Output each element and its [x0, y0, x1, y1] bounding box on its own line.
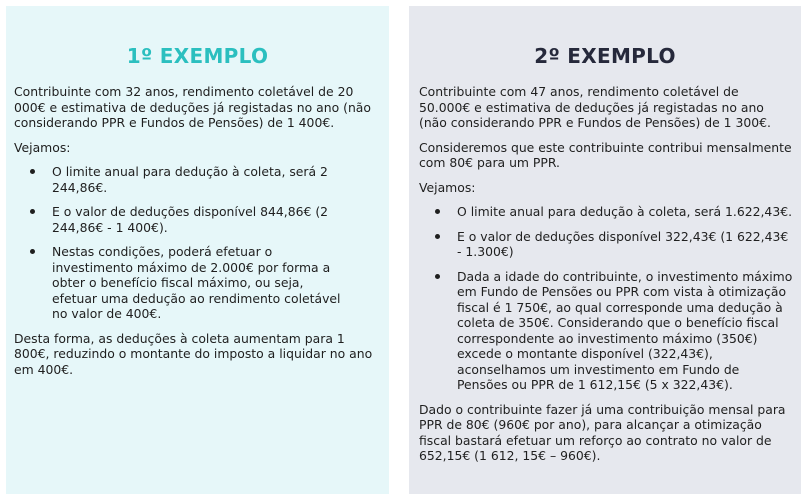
- example-2-conclusion: Dado o contribuinte fazer já uma contribuição mensal para PPR de 80€ (960€ por ano), para alcançar a otimização fiscal bastará efetuar um reforço ao contrato no valor de 652,15€ (1 612, 15€ – 960€).: [419, 401, 786, 463]
- bullet-text: O limite anual para dedução à coleta, será 2 244,86€.: [52, 164, 328, 195]
- example-2-bullet-list: [419, 204, 793, 393]
- bullet-icon: [30, 169, 35, 174]
- bullet-icon: [435, 274, 440, 279]
- example-1-conclusion: Desta forma, as deduções à coleta aumentam para 1 800€, reduzindo o montante do imposto a liquidar no ano em 400€.: [14, 330, 373, 377]
- example-2-vejamos: Vejamos:: [419, 179, 476, 195]
- bullet-icon: [435, 209, 440, 214]
- list-item: [419, 229, 793, 260]
- list-item: [419, 269, 793, 393]
- bullet-icon: [30, 249, 35, 254]
- bullet-icon: [30, 209, 35, 214]
- example-2-consider: Consideremos que este contribuinte contribui mensalmente com 80€ para um PPR.: [419, 139, 792, 170]
- example-1-card: [6, 6, 389, 494]
- bullet-icon: [435, 234, 440, 239]
- example-1-bullet-list: [14, 164, 344, 322]
- list-item: [14, 164, 344, 195]
- bullet-text: E o valor de deduções disponível 844,86€ (2 244,86€ - 1 400€).: [52, 204, 329, 235]
- example-2-intro: Contribuinte com 47 anos, rendimento coletável de 50.000€ e estimativa de deduções já registadas no ano (não considerando PPR e Fundos de Pensões) de 1 300€.: [419, 84, 771, 130]
- example-1-intro: Contribuinte com 32 anos, rendimento coletável de 20 000€ e estimativa de deduções já registadas no ano (não considerando PPR e Fundos de Pensões) de 1 400€.: [14, 84, 371, 130]
- list-item: [14, 204, 344, 235]
- list-item: [14, 244, 344, 322]
- example-1-vejamos: Vejamos:: [14, 139, 71, 155]
- bullet-text: Nestas condições, poderá efetuar o investimento máximo de 2.000€ por forma a obter o benefício fiscal máximo, ou seja, efetuar uma dedução ao rendimento coletável no valor de 400€.: [52, 244, 341, 321]
- bullet-text: O limite anual para dedução à coleta, será 1.622,43€.: [457, 204, 793, 219]
- example-2-card: [409, 6, 801, 494]
- list-item: [419, 204, 793, 220]
- example-1-title: 1º EXEMPLO: [126, 44, 269, 68]
- example-2-title: 2º EXEMPLO: [534, 44, 676, 68]
- bullet-text: Dada a idade do contribuinte, o investimento máximo em Fundo de Pensões ou PPR com vista à otimização fiscal é 1 750€, ao qual corresponde uma dedução à coleta de 350€. Considerando que o benefício fiscal correspondente ao investimento máximo (350€) excede o montante disponível (322,43€), aconselhamos um investimento em Fundo de Pensões ou PPR de 1 612,15€ (5 x 322,43€).: [457, 268, 793, 392]
- bullet-text: E o valor de deduções disponível 322,43€ (1 622,43€ - 1.300€): [457, 228, 789, 259]
